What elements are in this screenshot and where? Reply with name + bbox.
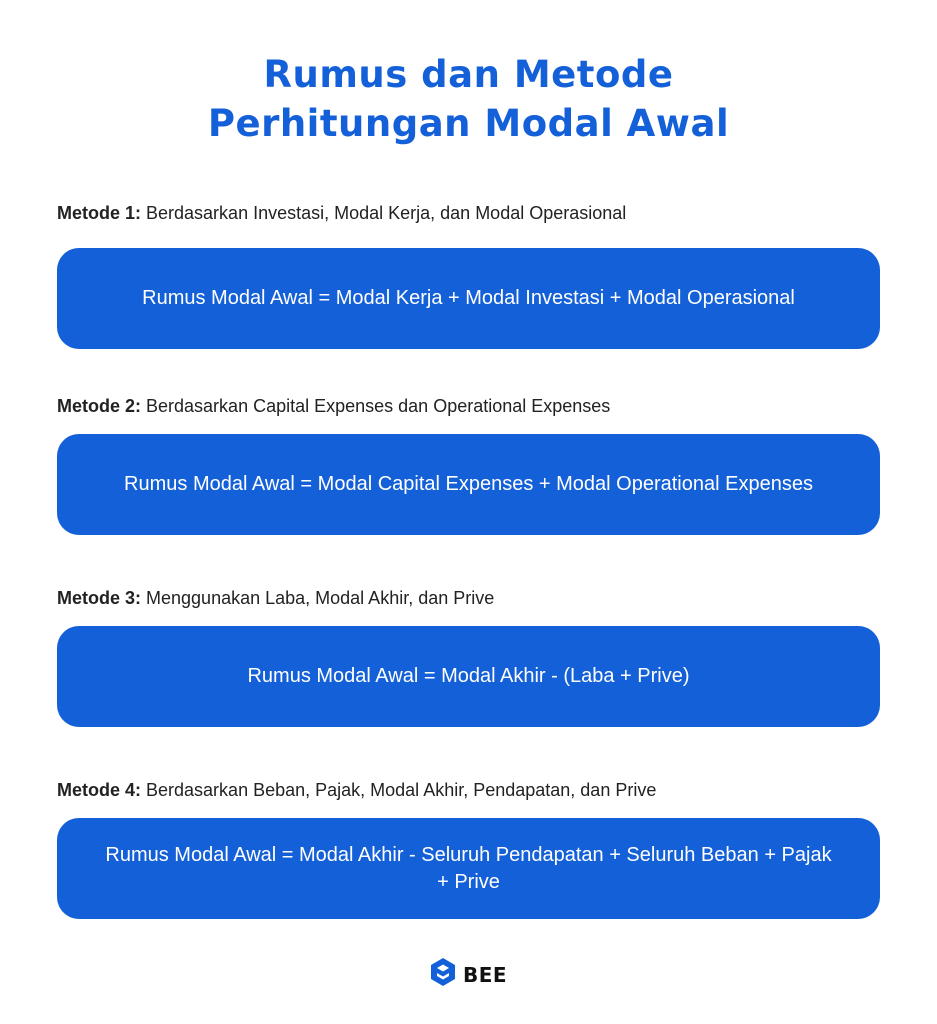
- method-1-heading: [57, 203, 626, 224]
- brand-logo: [0, 957, 937, 992]
- method-4-description: Berdasarkan Beban, Pajak, Modal Akhir, Pendapatan, dan Prive: [146, 780, 657, 800]
- method-2-description: Berdasarkan Capital Expenses dan Operational Expenses: [146, 396, 611, 416]
- title-line-1: Rumus dan Metode: [263, 53, 674, 96]
- method-3-label: Metode 3:: [57, 588, 142, 608]
- method-1-description: Berdasarkan Investasi, Modal Kerja, dan Modal Operasional: [146, 203, 627, 223]
- method-4-formula-box: [57, 818, 880, 919]
- method-1-formula-box: [57, 248, 880, 349]
- method-4-formula: Rumus Modal Awal = Modal Akhir - Seluruh Pendapatan + Seluruh Beban + Pajak + Prive: [105, 843, 832, 893]
- method-2-formula-box: [57, 434, 880, 535]
- method-3-formula-box: [57, 626, 880, 727]
- method-2-formula: Rumus Modal Awal = Modal Capital Expenses + Modal Operational Expenses: [124, 473, 813, 495]
- method-3-description: Menggunakan Laba, Modal Akhir, dan Prive: [146, 588, 495, 608]
- method-1-label: Metode 1:: [57, 203, 142, 223]
- title-line-2: Perhitungan Modal Awal: [207, 102, 730, 145]
- method-3-heading: [57, 588, 494, 609]
- method-4-heading: [57, 780, 656, 801]
- brand-name: BEE: [462, 962, 508, 987]
- method-2-label: Metode 2:: [57, 396, 142, 416]
- method-4-label: Metode 4:: [57, 780, 142, 800]
- page-title: [0, 50, 937, 148]
- method-1-formula: Rumus Modal Awal = Modal Kerja + Modal Investasi + Modal Operasional: [142, 287, 795, 309]
- bee-hexagon-logo-icon: [430, 957, 456, 992]
- method-3-formula: Rumus Modal Awal = Modal Akhir - (Laba + Prive): [247, 665, 690, 687]
- method-2-heading: [57, 396, 610, 417]
